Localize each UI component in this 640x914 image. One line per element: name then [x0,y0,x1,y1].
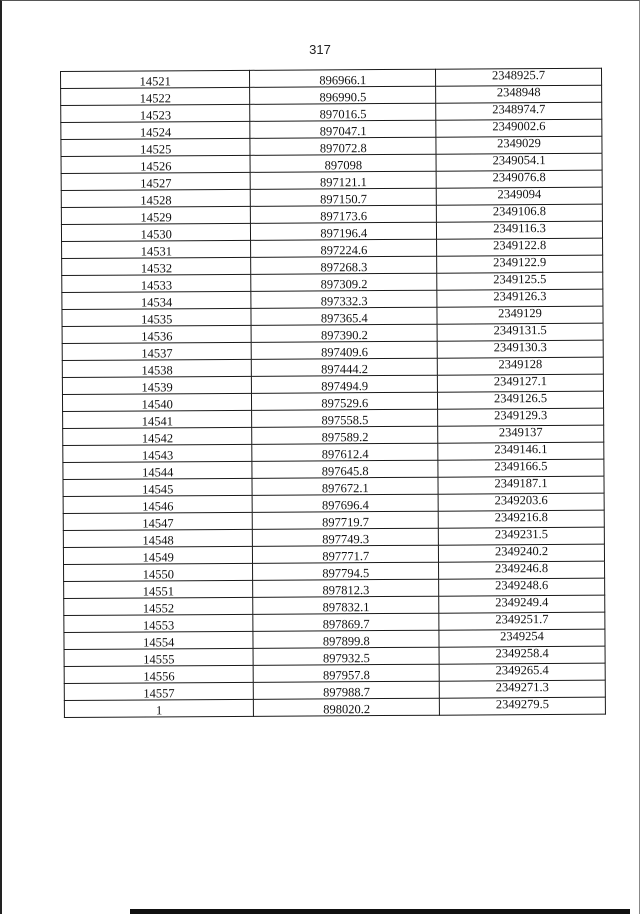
cell-value: 896966.1 [319,73,367,88]
cell-value: 897957.8 [322,668,370,683]
x-coordinate-cell [250,86,436,104]
cell-value: 897047.1 [319,124,367,139]
cell-value: 14545 [142,482,174,497]
cell-value: 898020.2 [323,702,371,717]
cell-value: 14544 [142,465,174,480]
cell-value: 897589.2 [321,430,369,445]
x-coordinate-cell [252,341,438,359]
cell-value: 897899.8 [322,634,370,649]
x-coordinate-cell [251,290,437,308]
point-number-cell [63,410,253,428]
cell-value: 14527 [140,176,172,191]
cell-value: 14540 [141,397,173,412]
x-coordinate-cell [250,137,436,155]
cell-value: 2349129.3 [494,408,548,423]
cell-value: 14531 [140,244,172,259]
cell-value: 2349240.2 [494,544,549,559]
cell-value: 897832.1 [322,600,370,615]
cell-value: 897696.4 [321,498,369,513]
cell-value: 14546 [142,499,174,514]
cell-value: 14525 [140,142,172,157]
cell-value: 2349246.8 [494,561,549,576]
cell-value: 897529.6 [321,396,369,411]
cell-value: 14543 [141,448,174,463]
cell-value: 897309.2 [320,277,368,292]
x-coordinate-cell [251,171,437,189]
x-coordinate-cell [252,375,438,393]
x-coordinate-cell [252,358,438,376]
point-number-cell [62,342,252,360]
cell-value: 897121.1 [319,175,367,190]
cell-value: 897072.8 [319,141,367,156]
cell-value: 897098 [324,158,363,173]
x-coordinate-cell [253,579,439,597]
x-coordinate-cell [250,69,436,87]
cell-value: 2349271.3 [495,680,549,695]
point-number-cell [61,223,251,241]
cell-value: 897224.6 [320,243,368,258]
cell-value: 897988.7 [323,685,371,700]
x-coordinate-cell [251,307,437,325]
cell-value: 897612.4 [321,447,369,462]
cell-value: 14550 [142,567,174,582]
cell-value: 2349127.1 [493,374,548,389]
point-number-cell [64,665,254,683]
x-coordinate-cell [250,120,436,138]
cell-value: 2349258.4 [495,646,549,661]
cell-value: 14539 [141,380,173,395]
cell-value: 2349130.3 [493,340,547,355]
cell-value: 14535 [141,312,173,327]
cell-value: 897749.3 [322,532,370,547]
table-body [61,68,606,717]
cell-value: 897196.4 [320,226,368,241]
x-coordinate-cell [251,188,437,206]
x-coordinate-cell [251,256,437,274]
cell-value: 897150.7 [320,192,368,207]
cell-value: 2349137 [498,425,543,440]
cell-value: 2349216.8 [494,510,548,525]
point-number-cell [62,376,252,394]
cell-value: 14553 [142,618,175,633]
cell-value: 897173.6 [320,209,368,224]
x-coordinate-cell [253,494,439,512]
point-number-cell [64,648,254,666]
point-number-cell [64,614,254,632]
cell-value: 2349128 [498,357,543,372]
cell-value: 897932.5 [322,651,370,666]
cell-value: 897672.1 [321,481,369,496]
cell-value: 897016.5 [319,107,367,122]
point-number-cell [63,495,253,513]
cell-value: 2349265.4 [495,663,549,678]
point-number-cell [63,512,253,530]
cell-value: 2348925.7 [491,68,546,83]
cell-value: 14541 [141,414,174,429]
cell-value: 897812.3 [322,583,370,598]
x-coordinate-cell [251,273,437,291]
cell-value: 897365.4 [320,311,368,326]
x-coordinate-cell [253,528,439,546]
cell-value: 14530 [140,227,172,242]
cell-value: 897494.9 [321,379,369,394]
cell-value: 2349116.3 [493,221,546,236]
cell-value: 2349122.8 [493,238,547,253]
point-number-cell [62,257,252,275]
point-number-cell [64,699,254,717]
point-number-cell [64,597,254,615]
point-number-cell [62,325,252,343]
cell-value: 896990.5 [319,90,367,105]
x-coordinate-cell [254,664,440,682]
cell-value: 14555 [143,652,175,667]
cell-value: 14538 [141,363,173,378]
cell-value: 14523 [139,108,172,123]
cell-value: 2349094 [497,187,542,202]
cell-value: 14529 [140,210,172,225]
cell-value: 2349131.5 [493,323,547,338]
cell-value: 14528 [140,193,172,208]
cell-value: 897332.3 [320,294,368,309]
point-number-cell [62,240,252,258]
cell-value: 14557 [143,686,175,701]
x-coordinate-cell [251,222,437,240]
cell-value: 897719.7 [322,515,370,530]
point-number-cell [61,172,251,190]
cell-value: 897645.8 [321,464,369,479]
point-number-cell [62,359,252,377]
cell-value: 2349122.9 [493,255,547,270]
cell-value: 14542 [141,431,174,446]
cell-value: 14549 [142,550,174,565]
point-number-cell [61,155,251,173]
point-number-cell [61,104,251,122]
cell-value: 2349279.5 [495,697,550,712]
cell-value: 14526 [140,159,172,174]
cell-value: 897268.3 [320,260,368,275]
cell-value: 2349106.8 [492,204,547,219]
point-number-cell [64,580,254,598]
point-number-cell [61,206,251,224]
cell-value: 897390.2 [320,328,368,343]
x-coordinate-cell [253,613,439,631]
cell-value: 14551 [142,584,175,599]
x-coordinate-cell [251,239,437,257]
cell-value: 897558.5 [321,413,369,428]
cell-value: 2348948 [496,85,541,100]
cell-value: 2349002.6 [492,119,546,134]
point-number-cell [63,461,253,479]
cell-value: 2349254 [500,629,544,644]
point-number-cell [63,444,253,462]
x-coordinate-cell [254,681,440,699]
point-number-cell [61,70,251,88]
x-coordinate-cell [253,596,439,614]
cell-value: 14554 [143,635,175,650]
cell-value: 14537 [141,346,173,361]
cell-value: 14522 [139,91,172,106]
cell-value: 2348974.7 [492,102,546,117]
cell-value: 1 [155,703,163,718]
cell-value: 897869.7 [322,617,370,632]
cell-value: 2349029 [497,136,541,151]
cell-value: 14521 [139,74,171,89]
coordinates-table [60,68,606,718]
cell-value: 2349076.8 [492,170,546,185]
point-number-cell [63,478,253,496]
cell-value: 2349249.4 [495,595,549,610]
y-coordinate-cell [439,697,605,715]
cell-value: 2349231.5 [494,527,548,542]
cell-value: 2349187.1 [494,476,548,491]
point-number-cell [61,189,251,207]
cell-value: 2349129 [498,306,542,321]
cell-value: 897409.6 [321,345,368,360]
cell-value: 2349166.5 [494,459,548,474]
point-number-cell [63,546,253,564]
cell-value: 14534 [140,295,173,310]
page-number: 317 [309,42,331,57]
x-coordinate-cell [253,511,439,529]
cell-value: 2349126.5 [493,391,548,406]
point-number-cell [64,631,254,649]
x-coordinate-cell [252,392,438,410]
point-number-cell [61,87,251,105]
x-coordinate-cell [252,324,438,342]
cell-value: 2349203.6 [494,493,548,508]
cell-value: 897771.7 [322,549,370,564]
x-coordinate-cell [250,103,436,121]
x-coordinate-cell [252,460,438,478]
cell-value: 14524 [139,125,172,140]
cell-value: 2349146.1 [494,442,548,457]
point-number-cell [64,563,254,581]
x-coordinate-cell [251,205,437,223]
x-coordinate-cell [252,426,438,444]
point-number-cell [62,308,252,326]
cell-value: 2349054.1 [492,153,546,168]
x-coordinate-cell [252,443,438,461]
point-number-cell [62,274,252,292]
point-number-cell [63,427,253,445]
cell-value: 14548 [142,533,174,548]
cell-value: 897794.5 [322,566,370,581]
point-number-cell [61,138,251,156]
x-coordinate-cell [252,409,438,427]
cell-value: 2349248.6 [495,578,549,593]
cell-value: 14536 [141,329,173,344]
cell-value: 2349126.3 [493,289,547,304]
point-number-cell [61,121,251,139]
x-coordinate-cell [253,647,439,665]
cell-value: 14533 [140,278,173,293]
x-coordinate-cell [253,562,439,580]
x-coordinate-cell [253,545,439,563]
point-number-cell [63,529,253,547]
point-number-cell [64,682,254,700]
cell-value: 14547 [142,516,174,531]
cell-value: 2349125.5 [493,272,547,287]
cell-value: 14552 [142,601,175,616]
cell-value: 14556 [143,669,175,684]
x-coordinate-cell [254,698,440,716]
x-coordinate-cell [250,154,436,172]
cell-value: 14532 [140,261,173,276]
x-coordinate-cell [252,477,438,495]
cell-value: 2349251.7 [495,612,549,627]
point-number-cell [62,393,252,411]
x-coordinate-cell [253,630,439,648]
cell-value: 897444.2 [321,362,369,377]
scan-shadow-bar [130,909,630,914]
point-number-cell [62,291,252,309]
